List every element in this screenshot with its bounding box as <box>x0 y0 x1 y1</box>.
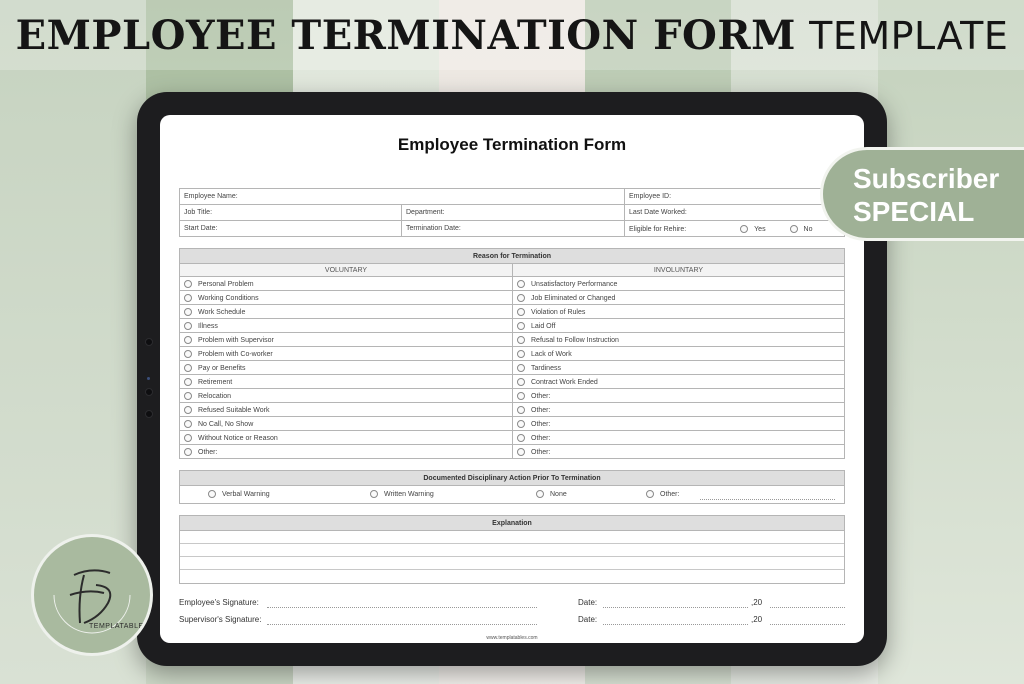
badge-line1: Subscriber <box>853 163 1000 194</box>
radio-button[interactable] <box>370 490 378 498</box>
supervisor-signature-label: Supervisor's Signature: <box>179 615 262 624</box>
radio-button[interactable] <box>184 364 192 372</box>
reason-option[interactable]: Refused Suitable Work <box>180 403 513 417</box>
reason-option[interactable]: Other: <box>513 417 845 431</box>
radio-button[interactable] <box>517 364 525 372</box>
form-title: Employee Termination Form <box>397 135 627 154</box>
reason-option[interactable]: Illness <box>180 319 513 333</box>
disciplinary-option[interactable]: Verbal Warning <box>208 490 270 498</box>
radio-button[interactable] <box>646 490 654 498</box>
radio-button[interactable] <box>517 294 525 302</box>
radio-button[interactable] <box>184 308 192 316</box>
reason-option[interactable]: Refusal to Follow Instruction <box>513 333 845 347</box>
voluntary-heading: VOLUNTARY <box>180 264 513 277</box>
radio-button[interactable] <box>184 420 192 428</box>
radio-button[interactable] <box>517 448 525 456</box>
reason-option[interactable]: Tardiness <box>513 361 845 375</box>
reason-option[interactable]: Unsatisfactory Performance <box>513 277 845 291</box>
explanation-line[interactable] <box>180 544 844 557</box>
radio-button[interactable] <box>208 490 216 498</box>
explanation-section <box>179 515 845 584</box>
supervisor-date-line[interactable] <box>603 624 748 625</box>
disciplinary-option[interactable]: Written Warning <box>370 490 434 498</box>
radio-button[interactable] <box>517 350 525 358</box>
explanation-line[interactable] <box>180 570 844 583</box>
disciplinary-heading: Documented Disciplinary Action Prior To Termination <box>180 471 844 486</box>
rehire-no-label: No <box>803 225 813 233</box>
termination-date-field[interactable]: Termination Date: <box>402 221 625 237</box>
radio-button[interactable] <box>517 280 525 288</box>
radio-button[interactable] <box>184 392 192 400</box>
explanation-heading: Explanation <box>180 516 844 531</box>
title-light: TEMPLATE <box>809 13 1009 58</box>
radio-button[interactable] <box>517 434 525 442</box>
last-date-worked-field[interactable]: Last Date Worked: <box>625 205 845 221</box>
involuntary-heading: INVOLUNTARY <box>513 264 845 277</box>
reason-option[interactable]: Job Eliminated or Changed <box>513 291 845 305</box>
reason-option[interactable]: Retirement <box>180 375 513 389</box>
employee-date-label: Date: <box>578 598 598 607</box>
tablet-button <box>145 388 153 396</box>
radio-button[interactable] <box>184 350 192 358</box>
rehire-yes-label: Yes <box>754 225 766 233</box>
page-title <box>16 12 1009 59</box>
employee-year-line[interactable] <box>770 607 845 608</box>
radio-button[interactable] <box>536 490 544 498</box>
rehire-yes-radio[interactable] <box>740 225 748 233</box>
badge-line2: SPECIAL <box>853 196 975 227</box>
reason-option[interactable]: Other: <box>513 431 845 445</box>
employee-signature-line[interactable] <box>267 607 537 608</box>
reason-option[interactable]: Other: <box>513 445 845 459</box>
radio-button[interactable] <box>517 378 525 386</box>
supervisor-signature-line[interactable] <box>267 624 537 625</box>
employee-date-line[interactable] <box>603 607 748 608</box>
title-bold: EMPLOYEE TERMINATION FORM <box>15 11 796 59</box>
radio-button[interactable] <box>517 322 525 330</box>
tablet-indicator <box>147 377 150 380</box>
reason-option[interactable]: Problem with Supervisor <box>180 333 513 347</box>
disciplinary-option[interactable]: Other: <box>646 490 679 498</box>
reason-option[interactable]: Laid Off <box>513 319 845 333</box>
reason-option[interactable]: Contract Work Ended <box>513 375 845 389</box>
eligible-rehire-label: Eligible for Rehire: <box>629 225 687 233</box>
other-line[interactable] <box>700 499 835 500</box>
reason-option[interactable]: Without Notice or Reason <box>180 431 513 445</box>
disciplinary-option[interactable]: None <box>536 490 567 498</box>
eligible-rehire-field <box>625 221 845 237</box>
reason-option[interactable]: Other: <box>180 445 513 459</box>
employee-name-field[interactable]: Employee Name: <box>180 189 625 205</box>
department-field[interactable]: Department: <box>402 205 625 221</box>
employee-year-prefix: ,20 <box>751 598 763 607</box>
reason-option[interactable]: Work Schedule <box>180 305 513 319</box>
radio-button[interactable] <box>184 448 192 456</box>
employee-signature-label: Employee's Signature: <box>179 598 259 607</box>
rehire-no-radio[interactable] <box>790 225 798 233</box>
reason-option[interactable]: Problem with Co-worker <box>180 347 513 361</box>
job-title-field[interactable]: Job Title: <box>180 205 402 221</box>
radio-button[interactable] <box>517 336 525 344</box>
tablet-screen <box>160 115 864 643</box>
radio-button[interactable] <box>184 434 192 442</box>
radio-button[interactable] <box>184 378 192 386</box>
supervisor-date-label: Date: <box>578 615 598 624</box>
tablet-button <box>145 338 153 346</box>
supervisor-year-prefix: ,20 <box>751 615 763 624</box>
reason-option[interactable]: Relocation <box>180 389 513 403</box>
radio-button[interactable] <box>184 294 192 302</box>
radio-button[interactable] <box>184 406 192 414</box>
reason-option[interactable]: Violation of Rules <box>513 305 845 319</box>
explanation-line[interactable] <box>180 531 844 544</box>
reason-option[interactable]: Pay or Benefits <box>180 361 513 375</box>
radio-button[interactable] <box>184 322 192 330</box>
radio-button[interactable] <box>517 406 525 414</box>
subscriber-badge <box>820 147 1024 241</box>
reason-option[interactable]: Other: <box>513 403 845 417</box>
disciplinary-section <box>179 470 845 504</box>
employee-info-table <box>179 188 845 237</box>
header <box>0 0 1024 70</box>
tablet-frame <box>137 92 887 666</box>
start-date-field[interactable]: Start Date: <box>180 221 402 237</box>
radio-button[interactable] <box>184 336 192 344</box>
radio-button[interactable] <box>184 280 192 288</box>
radio-button[interactable] <box>517 392 525 400</box>
radio-button[interactable] <box>517 420 525 428</box>
reason-option[interactable]: Lack of Work <box>513 347 845 361</box>
reason-table <box>179 248 845 459</box>
reason-heading: Reason for Termination <box>180 249 845 264</box>
radio-button[interactable] <box>517 308 525 316</box>
logo-brand: TEMPLATABLES <box>89 623 149 630</box>
reason-option[interactable]: Other: <box>513 389 845 403</box>
supervisor-year-line[interactable] <box>770 624 845 625</box>
footer-url: www.templatables.com <box>486 635 538 641</box>
templatables-logo <box>31 534 153 656</box>
employee-id-field[interactable]: Employee ID: <box>625 189 845 205</box>
reason-option[interactable]: Personal Problem <box>180 277 513 291</box>
tablet-button <box>145 410 153 418</box>
reason-option[interactable]: Working Conditions <box>180 291 513 305</box>
reason-option[interactable]: No Call, No Show <box>180 417 513 431</box>
explanation-line[interactable] <box>180 557 844 570</box>
